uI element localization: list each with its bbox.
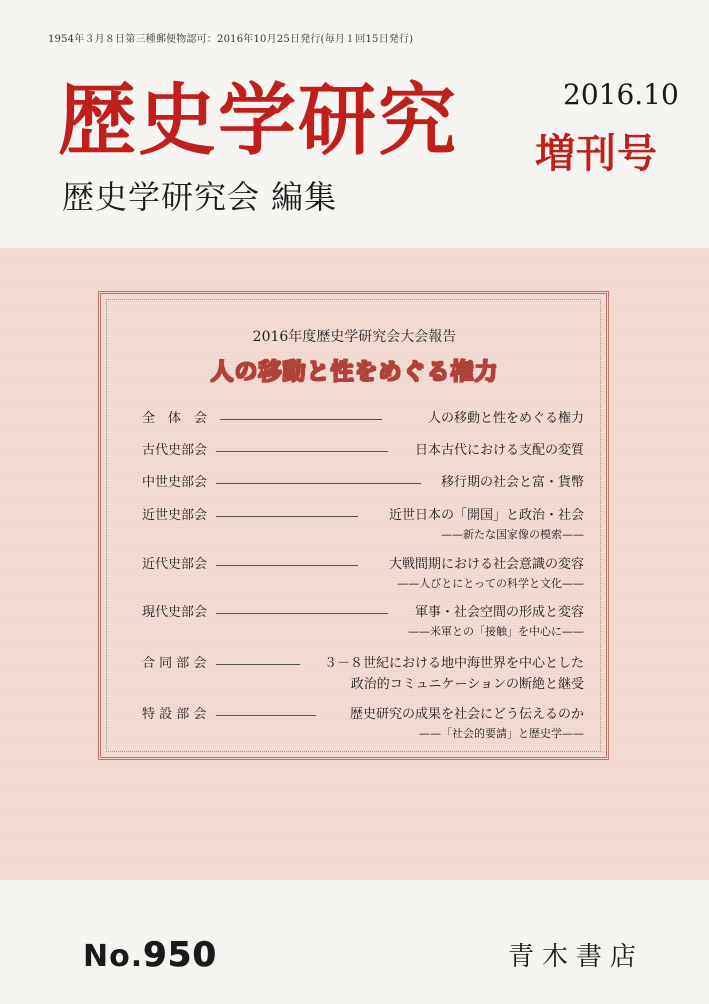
- leader-line: [216, 516, 358, 517]
- section-early-modern: [142, 507, 584, 541]
- section-title-line2: 政治的コミュニケーションの断絶と継受: [350, 677, 584, 692]
- section-modern: [142, 556, 584, 590]
- section-subtitle: ——新たな国家像の模索——: [441, 528, 584, 541]
- section-title: 近世日本の「開国」と政治・社会: [388, 508, 584, 523]
- section-subtitle: ——米軍との「接触」を中心に——: [408, 625, 584, 638]
- section-name: 古代史部会: [142, 443, 208, 458]
- section-name: 特 設 部 会: [142, 707, 207, 722]
- section-title: 日本古代における支配の変質: [414, 443, 584, 458]
- section-plenary: [142, 410, 584, 428]
- leader-line: [216, 715, 316, 716]
- issue-number-value: 950: [143, 935, 218, 975]
- section-special: [142, 706, 584, 740]
- section-name: 近世史部会: [142, 508, 208, 523]
- journal-title: 歴史学研究: [58, 76, 459, 166]
- section-medieval: [142, 474, 584, 492]
- leader-line: [216, 451, 388, 452]
- conference-theme: 人の移動と性をめぐる権力: [210, 359, 499, 385]
- section-name: 中世史部会: [142, 475, 208, 490]
- postal-permit-text: 1954年３月８日第三種郵便物認可：2016年10月25日発行(毎月１回15日発行): [48, 34, 414, 45]
- leader-line: [216, 613, 388, 614]
- section-subtitle: ——「社会的要請」と歴史学——: [419, 727, 584, 740]
- section-name: 近代史部会: [142, 557, 208, 572]
- section-title: 軍事・社会空間の形成と変容: [414, 605, 584, 620]
- section-name: 全 体 会: [142, 411, 208, 426]
- issue-date: 2016.10: [563, 78, 679, 111]
- special-issue-label: 増刊号: [535, 131, 658, 177]
- section-ancient: [142, 442, 584, 460]
- section-title: 大戦間期における社会意識の変容: [388, 557, 584, 572]
- report-title: 2016年度歴史学研究会大会報告: [252, 329, 457, 345]
- section-title: 人の移動と性をめぐる権力: [427, 411, 584, 426]
- leader-line: [216, 664, 300, 665]
- section-joint: [142, 655, 584, 692]
- leader-line: [216, 565, 358, 566]
- section-subtitle: ——人びとにとっての科学と文化——: [397, 577, 584, 590]
- issue-number: [83, 935, 217, 975]
- section-name: 合 同 部 会: [142, 656, 207, 671]
- issue-number-prefix: No.: [83, 939, 144, 974]
- section-contemporary: [142, 604, 584, 638]
- section-title: 歴史研究の成果を社会にどう伝えるのか: [349, 707, 584, 722]
- publisher-name: 青木書店: [508, 942, 645, 972]
- section-title: 移行期の社会と富・貨幣: [440, 475, 584, 490]
- section-title: ３－８世紀における地中海世界を中心とした: [323, 656, 584, 671]
- editor-line: 歴史学研究会 編集: [62, 178, 338, 216]
- section-name: 現代史部会: [142, 605, 208, 620]
- leader-line: [220, 419, 382, 420]
- leader-line: [216, 483, 421, 484]
